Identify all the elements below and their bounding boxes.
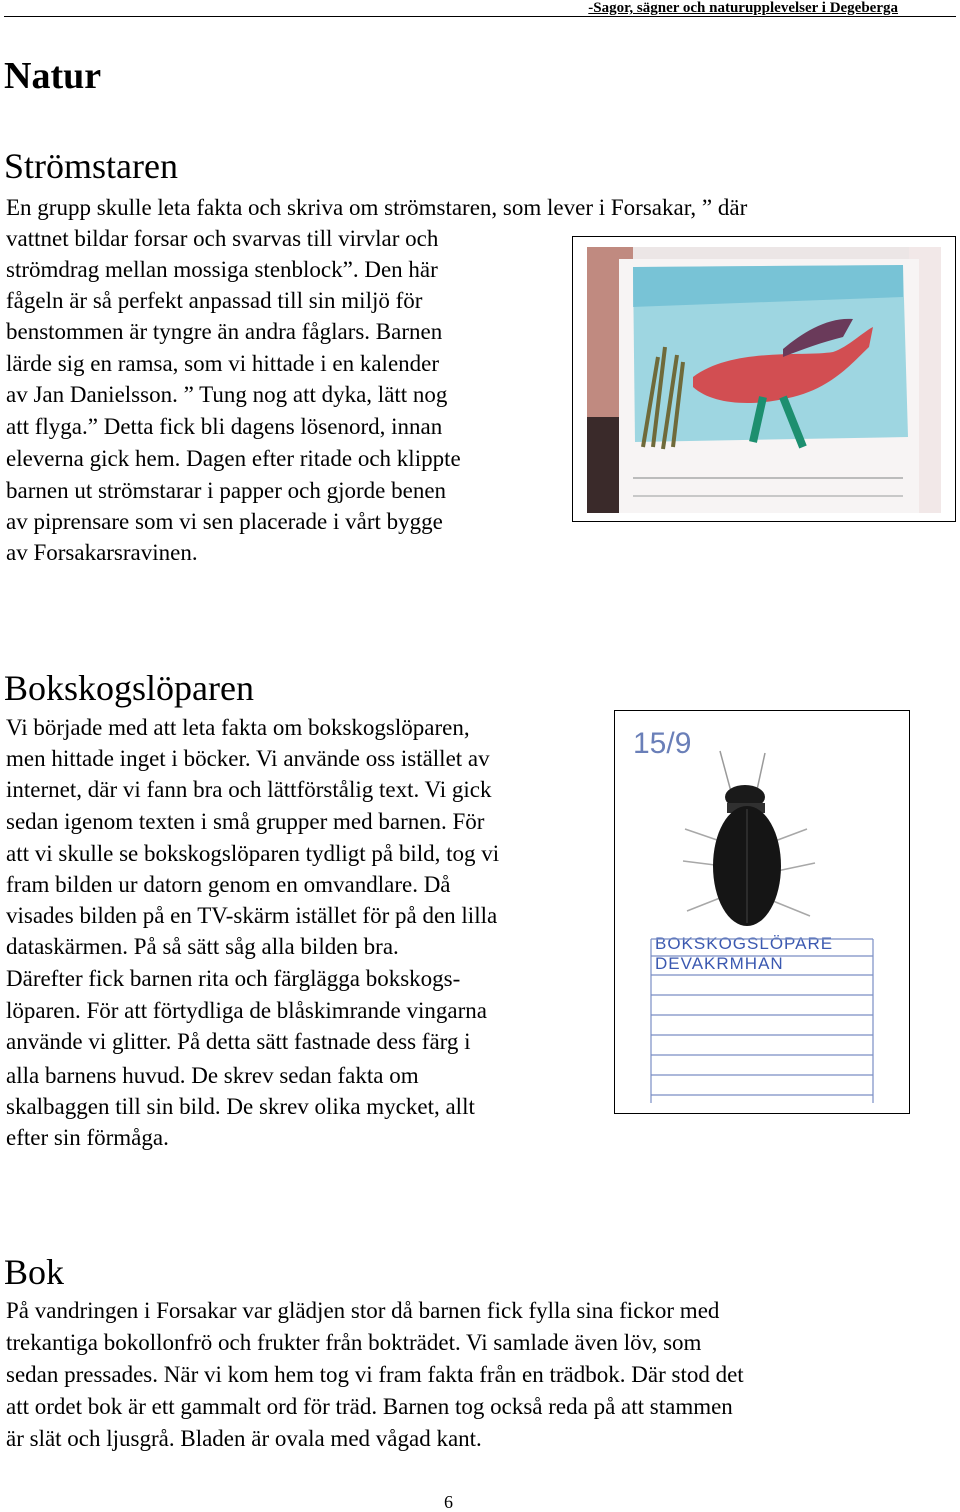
text-line: internet, där vi fann bra och lättförstålig text. Vi gick (6, 777, 492, 802)
text-line: att vi skulle se bokskogslöparen tydligt på bild, tog vi (6, 841, 500, 866)
text-line: lärde sig en ramsa, som vi hittade i en kalender (6, 351, 440, 376)
text-line: benstommen är tyngre än andra fåglars. Barnen (6, 319, 443, 344)
running-header: -Sagor, sägner och naturupplevelser i Degeberga (588, 0, 898, 16)
text-line: trekantiga bokollonfrö och frukter från bokträdet. Vi samlade även löv, som (6, 1330, 702, 1355)
page-title: Natur (4, 55, 102, 97)
text-line: skalbaggen till sin bild. De skrev olika mycket, allt (6, 1094, 475, 1119)
text-line: av Forsakarsravinen. (6, 540, 198, 565)
text-line: alla barnens huvud. De skrev sedan fakta om (6, 1063, 419, 1088)
text-line: sedan pressades. När vi kom hem tog vi fram fakta från en trädbok. Där stod det (6, 1362, 744, 1387)
dipper-drawing-photo (572, 236, 956, 522)
section-heading-bok: Bok (4, 1252, 65, 1292)
text-line: att ordet bok är ett gammalt ord för träd. Barnen tog också reda på att stammen (6, 1394, 733, 1419)
dipper-drawing-image (573, 237, 954, 520)
text-line: är slät och ljusgrå. Bladen är ovala med vågad kant. (6, 1426, 482, 1451)
text-line: barnen ut strömstarar i papper och gjorde benen (6, 478, 447, 503)
beetle-caption-line-2: DEVAKRMHAN (655, 954, 784, 973)
beetle-drawing-image (615, 711, 908, 1112)
text-line: att flyga.” Detta fick bli dagens lösenord, innan (6, 414, 443, 439)
section-heading-bokskogsloparen: Bokskogslöparen (4, 668, 254, 708)
text-line: av piprensare som vi sen placerade i vårt bygge (6, 509, 443, 534)
section-heading-stromstaren: Strömstaren (4, 146, 178, 186)
text-line: strömdrag mellan mossiga stenblock”. Den här (6, 257, 438, 282)
text-line: efter sin förmåga. (6, 1125, 169, 1150)
text-line: Därefter fick barnen rita och färglägga bokskogs- (6, 966, 461, 991)
text-line: vattnet bildar forsar och svarvas till virvlar och (6, 226, 439, 251)
beetle-caption-line-1: BOKSKOGSLÖPARE (655, 934, 834, 953)
text-line: men hittade inget i böcker. Vi använde oss istället av (6, 746, 490, 771)
text-line: Vi började med att leta fakta om bokskogslöparen, (6, 715, 470, 740)
text-line: av Jan Danielsson. ” Tung nog att dyka, lätt nog (6, 382, 448, 407)
text-line: sedan igenom texten i små grupper med barnen. För (6, 809, 485, 834)
text-line: fram bilden ur datorn genom en omvandlare. Då (6, 872, 451, 897)
beetle-drawing (614, 710, 910, 1114)
text-line: eleverna gick hem. Dagen efter ritade och klippte (6, 446, 461, 471)
header-rule (4, 16, 956, 17)
beetle-date-label: 15/9 (633, 727, 692, 760)
text-line: På vandringen i Forsakar var glädjen stor då barnen fick fylla sina fickor med (6, 1298, 720, 1323)
text-line: En grupp skulle leta fakta och skriva om strömstaren, som lever i Forsakar, ” där (6, 195, 748, 220)
text-line: visades bilden på en TV-skärm istället för på den lilla (6, 903, 498, 928)
page-number: 6 (444, 1492, 453, 1512)
text-line: dataskärmen. På så sätt såg alla bilden bra. (6, 934, 399, 959)
text-line: använde vi glitter. På detta sätt fastnade dess färg i (6, 1029, 471, 1054)
text-line: löparen. För att förtydliga de blåskimrande vingarna (6, 998, 487, 1023)
text-line: fågeln är så perfekt anpassad till sin miljö för (6, 288, 423, 313)
